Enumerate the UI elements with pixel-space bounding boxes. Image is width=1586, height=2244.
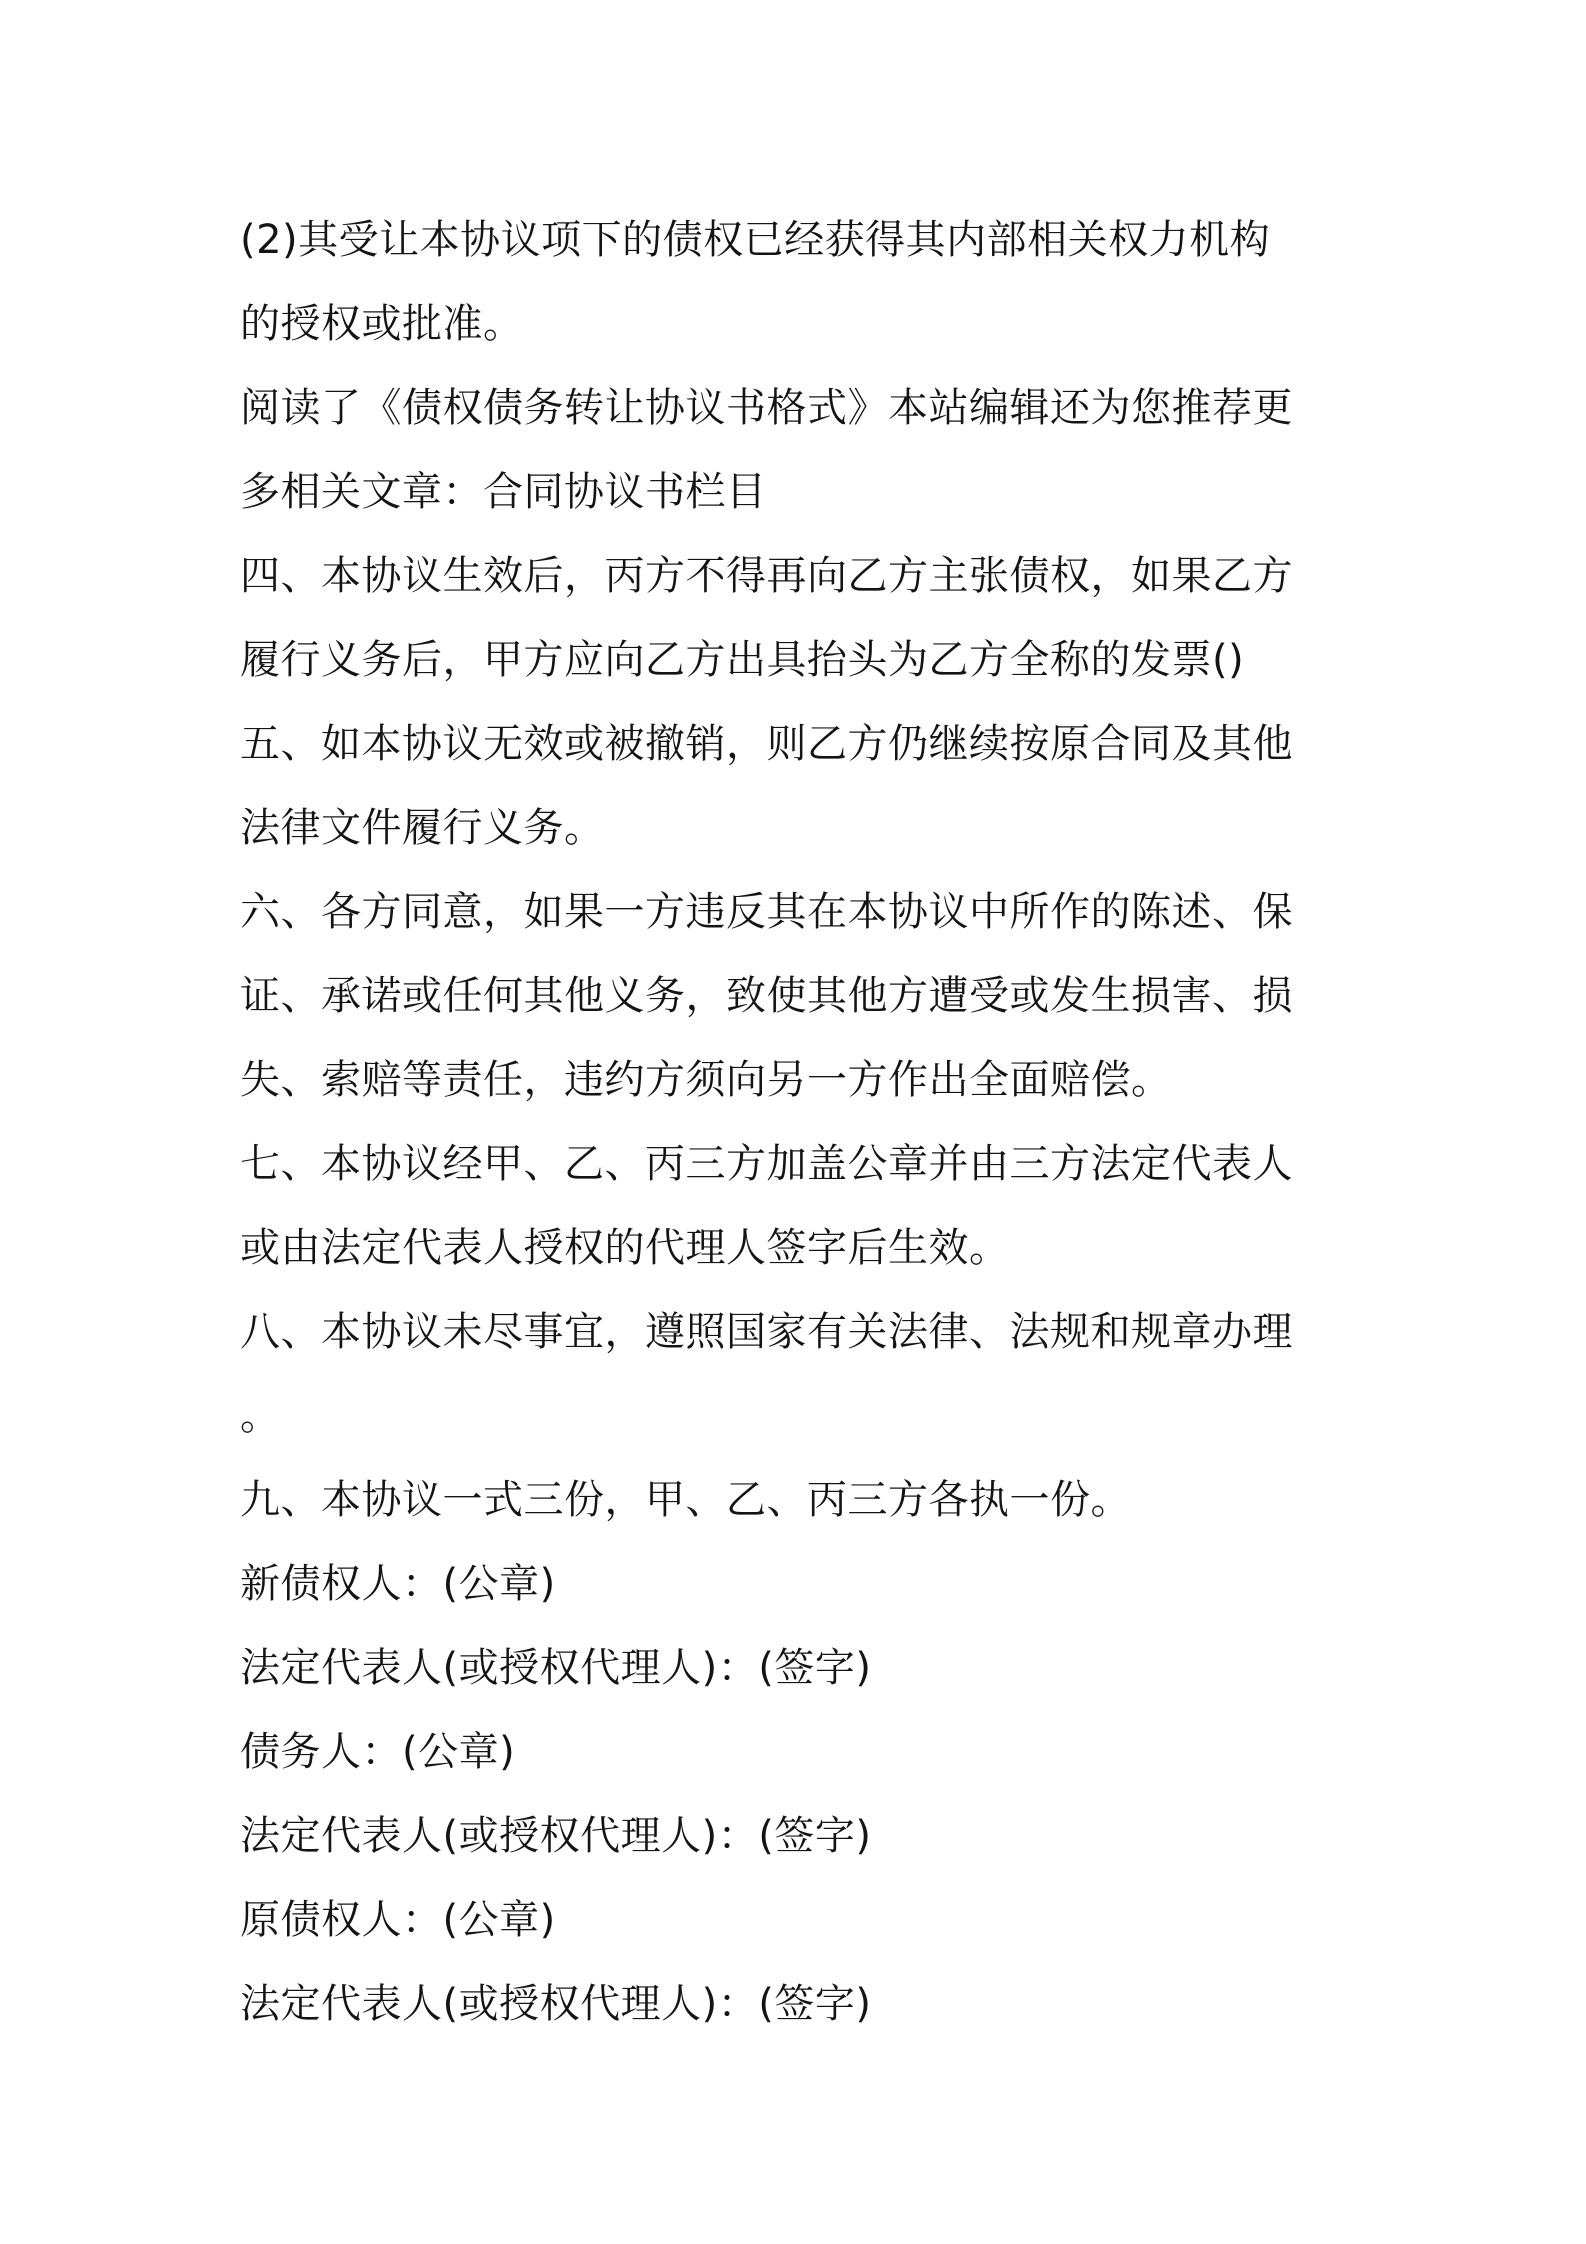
clause-nine: 九、本协议一式三份，甲、乙、丙三方各执一份。 <box>240 1477 1131 1523</box>
clause-four: 四、本协议生效后，丙方不得再向乙方主张债权，如果乙方 <box>240 553 1293 599</box>
signature-new-creditor-rep: 法定代表人(或授权代理人)：(签字) <box>240 1645 872 1691</box>
text-line: 履行义务后，甲方应向乙方出具抬头为乙方全称的发票() <box>240 637 1245 683</box>
signature-debtor-rep: 法定代表人(或授权代理人)：(签字) <box>240 1813 872 1859</box>
signature-original-creditor-seal: 原债权人：(公章) <box>240 1897 556 1943</box>
clause-five: 五、如本协议无效或被撤销，则乙方仍继续按原合同及其他 <box>240 721 1293 767</box>
text-line: 法律文件履行义务。 <box>240 805 605 851</box>
text-line: (2)其受让本协议项下的债权已经获得其内部相关权力机构 <box>240 217 1271 263</box>
text-line: 多相关文章：合同协议书栏目 <box>240 469 767 515</box>
signature-new-creditor-seal: 新债权人：(公章) <box>240 1561 556 1607</box>
clause-eight: 八、本协议未尽事宜，遵照国家有关法律、法规和规章办理 <box>240 1309 1293 1355</box>
text-line: 或由法定代表人授权的代理人签字后生效。 <box>240 1225 1010 1271</box>
text-line: 证、承诺或任何其他义务，致使其他方遭受或发生损害、损 <box>240 973 1293 1019</box>
signature-original-creditor-rep: 法定代表人(或授权代理人)：(签字) <box>240 1981 872 2027</box>
clause-seven: 七、本协议经甲、乙、丙三方加盖公章并由三方法定代表人 <box>240 1141 1293 1187</box>
text-line: 阅读了《债权债务转让协议书格式》本站编辑还为您推荐更 <box>240 385 1293 431</box>
document-body <box>240 198 1360 2046</box>
signature-debtor-seal: 债务人：(公章) <box>240 1729 516 1775</box>
text-line: 的授权或批准。 <box>240 301 524 347</box>
text-line: 失、索赔等责任，违约方须向另一方作出全面赔偿。 <box>240 1057 1172 1103</box>
text-line: 。 <box>240 1393 281 1439</box>
clause-six: 六、各方同意，如果一方违反其在本协议中所作的陈述、保 <box>240 889 1293 935</box>
